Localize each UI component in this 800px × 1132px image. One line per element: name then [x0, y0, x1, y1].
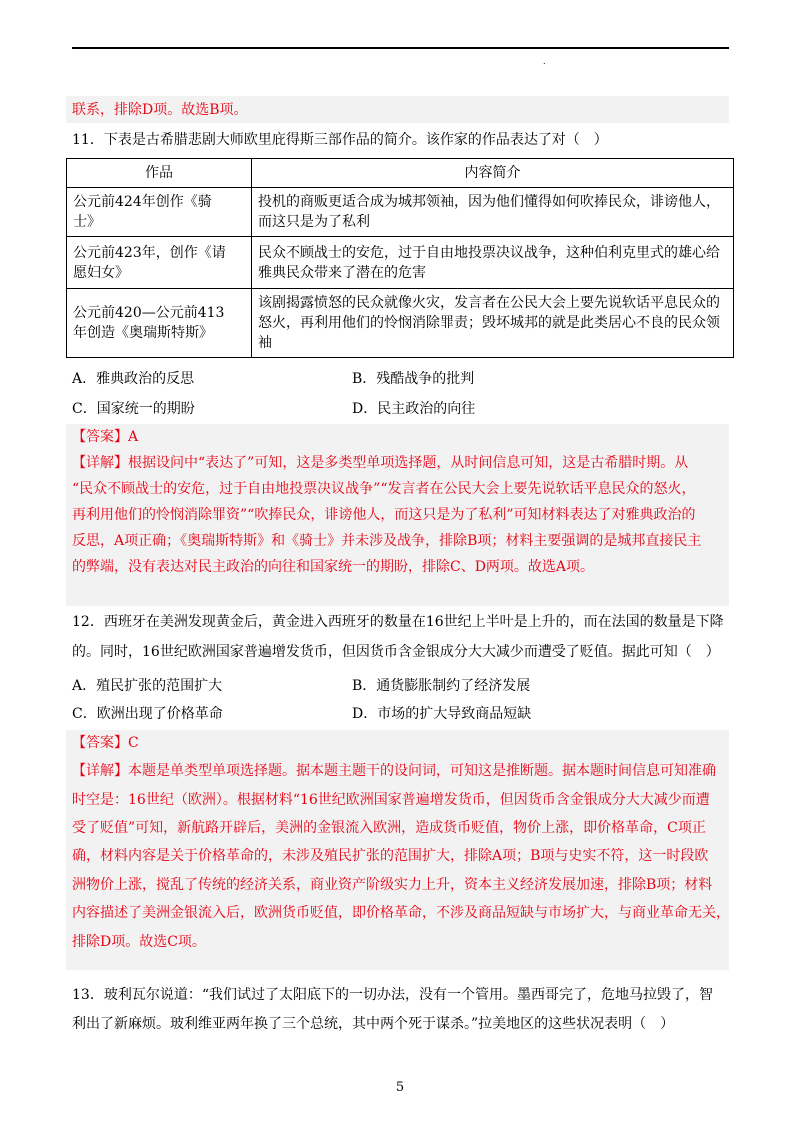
- q12-explanation-line: 时空是：16世纪（欧洲）。根据材料“16世纪欧洲国家普遍增发货币，但因货币含金银成分大大减少而遭: [72, 792, 710, 808]
- q12-explanation-line: 【详解】本题是单类型单项选择题。据本题主题干的设问词，可知这是推断题。据本题时间信息可知准确: [72, 763, 716, 779]
- cell-line: 士》: [73, 214, 101, 230]
- q11-stem: 11．下表是古希腊悲剧大师欧里庇得斯三部作品的简介。该作家的作品表达了对（ ）: [72, 132, 608, 148]
- q12-explanation-line: 受了贬值”可知，新航路开辟后，美洲的金银流入欧洲，造成货币贬值，物价上涨，即价格革命，C项正: [72, 820, 706, 836]
- q12-option-b: B．通货膨胀制约了经济发展: [352, 678, 531, 694]
- table-header-work: 作品: [67, 159, 252, 188]
- q11-explanation-line: 【详解】根据设问中“表达了”可知，这是多类型单项选择题，从时间信息可知，这是古希腊时期。从: [72, 455, 689, 471]
- q12-answer: 【答案】C: [72, 735, 139, 751]
- cell-line: 怒火，再利用他们的怜悯消除罪责；毁坏城邦的就是此类居心不良的民众领: [258, 315, 720, 331]
- q12-stem-line: 12．西班牙在美洲发现黄金后，黄金进入西班牙的数量在16世纪上半叶是上升的，而在法国的数量是下降: [72, 614, 724, 630]
- q13-stem-line: 利出了新麻烦。玻利维亚两年换了三个总统，其中两个死于谋杀。”拉美地区的这些状况表明（ ）: [72, 1016, 675, 1032]
- table-row: [67, 188, 734, 237]
- q11-answer: 【答案】A: [72, 429, 139, 445]
- table-cell-work: [67, 237, 252, 289]
- table-cell-summary: [252, 289, 734, 358]
- cell-line: 投机的商贩更适合成为城邦领袖，因为他们懂得如何吹捧民众，诽谤他人，: [258, 194, 720, 210]
- page-number: 5: [395, 1080, 405, 1095]
- table-row: [67, 237, 734, 289]
- q11-option-b: B．残酷战争的批判: [352, 371, 475, 387]
- q12-explanation-line: 排除D项。故选C项。: [72, 934, 206, 950]
- header-rule: [72, 47, 729, 49]
- q11-explanation-line: 再利用他们的怜悯消除罪资”“吹捧民众，诽谤他人，而这只是为了私利”可知材料表达了对雅典政治的: [72, 507, 696, 523]
- q12-explanation-line: 洲物价上涨，搅乱了传统的经济关系，商业资产阶级实力上升，资本主义经济发展加速，排除B项；材料: [72, 877, 713, 893]
- table-cell-work: [67, 188, 252, 237]
- cell-line: 该剧揭露愤怒的民众就像火灾，发言者在公民大会上要先说软话平息民众的: [258, 295, 720, 311]
- table-cell-summary: [252, 188, 734, 237]
- q11-option-d: D．民主政治的向往: [352, 401, 476, 417]
- cell-line: 雅典民众带来了潜在的危害: [258, 264, 426, 281]
- cell-line: 公元前423年，创作《请: [73, 244, 226, 261]
- cell-line: 年创造《奥瑞斯特斯》: [73, 325, 213, 341]
- q13-stem-line: 13．玻利瓦尔说道：“我们试过了太阳底下的一切办法，没有一个管用。墨西哥完了，危地马拉毁了，智: [72, 987, 713, 1003]
- header-mark: .: [543, 57, 546, 66]
- cell-line: 公元前424年创作《骑: [73, 194, 212, 210]
- prev-explanation-tail: 联系，排除D项。故选B项。: [72, 102, 248, 118]
- table-header-summary: 内容简介: [252, 159, 734, 188]
- q11-option-a: A．雅典政治的反思: [72, 371, 195, 387]
- table-cell-summary: [252, 237, 734, 289]
- q11-table: [66, 158, 734, 358]
- q11-option-c: C．国家统一的期盼: [72, 401, 195, 417]
- q12-option-a: A．殖民扩张的范围扩大: [72, 678, 223, 694]
- cell-line: 而这只是为了私利: [258, 214, 370, 230]
- table-cell-work: [67, 289, 252, 358]
- cell-line: 公元前420—公元前413: [73, 305, 225, 321]
- q11-explanation-line: 的弊端，没有表达对民主政治的向往和国家统一的期盼，排除C、D两项。故选A项。: [72, 559, 595, 575]
- q11-explanation-line: “民众不顾战士的安危，过于自由地投票决议战争”“发言者在公民大会上要先说软话平息民众的怒火，: [72, 481, 696, 497]
- q12-explanation-line: 确，材料内容是关于价格革命的，未涉及殖民扩张的范围扩大，排除A项；B项与史实不符，这一时段欧: [72, 848, 709, 864]
- q12-stem-line: 的。同时，16世纪欧洲国家普遍增发货币，但因货币含金银成分大大减少而遭受了贬值。据此可知（ ）: [72, 644, 720, 660]
- cell-line: 愿妇女》: [73, 264, 129, 281]
- cell-line: 袖: [258, 335, 272, 351]
- q12-option-d: D．市场的扩大导致商品短缺: [352, 706, 532, 722]
- q11-explanation-line: 反思，A项正确；《奥瑞斯特斯》和《骑士》并未涉及战争，排除B项；材料主要强调的是城邦直接民主: [72, 533, 702, 549]
- table-row: [67, 289, 734, 358]
- cell-line: 民众不顾战士的安危，过于自由地投票决议战争，这种伯利克里式的雄心给: [258, 244, 720, 261]
- table-header-row: [67, 159, 734, 188]
- q12-option-c: C．欧洲出现了价格革命: [72, 706, 223, 722]
- q12-explanation-line: 内容描述了美洲金银流入后，欧洲货币贬值，即价格革命，不涉及商品短缺与市场扩大，与商业革命无关，: [72, 905, 730, 921]
